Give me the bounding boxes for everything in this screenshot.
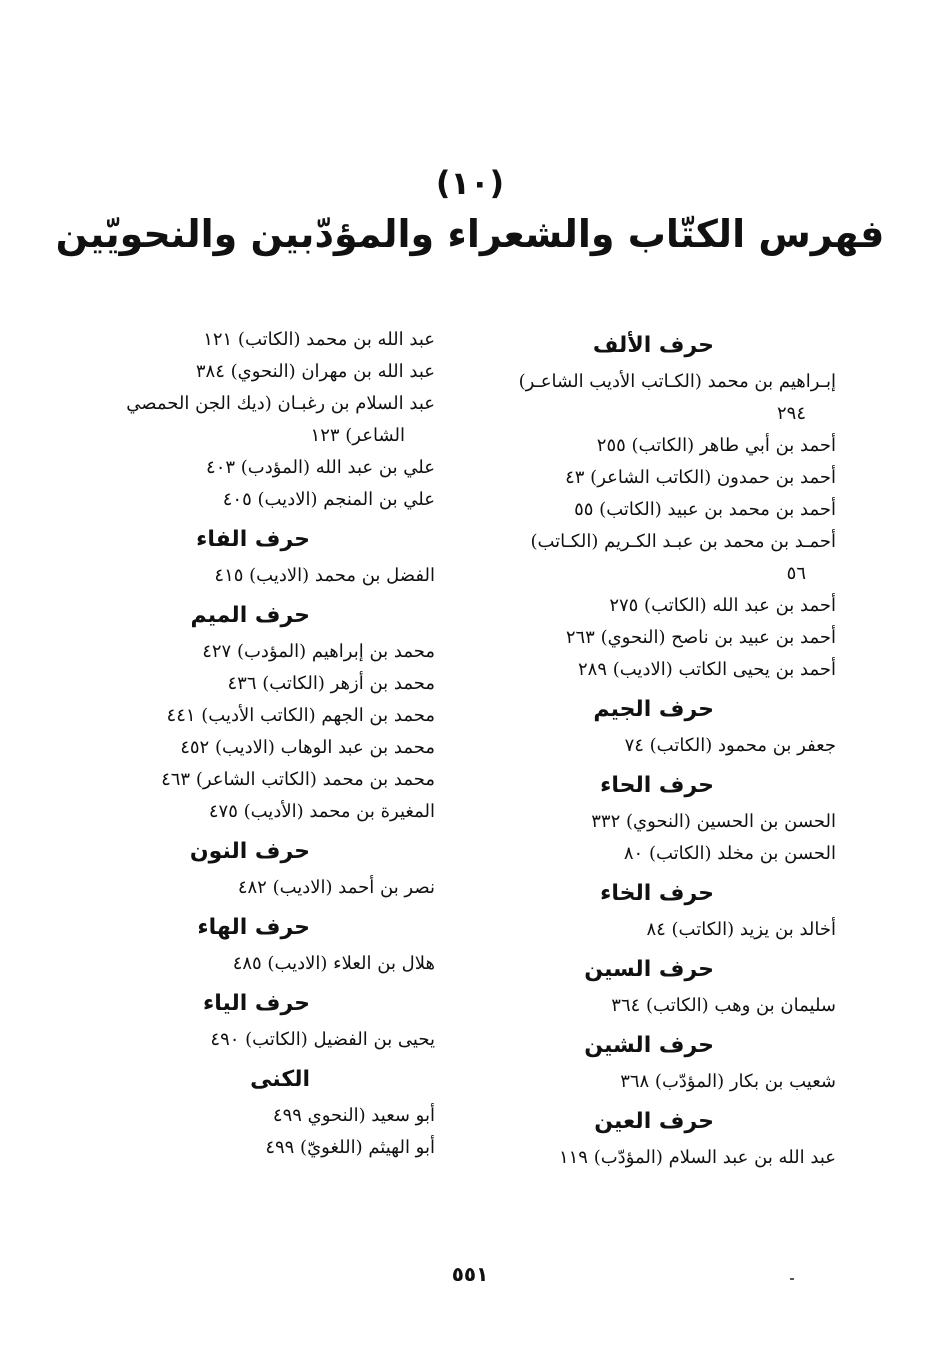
index-entry <box>75 388 435 452</box>
index-entry <box>481 526 836 590</box>
index-entry <box>481 366 836 430</box>
chapter-number: (١٠) <box>435 164 505 202</box>
index-entry-text: أبو سعيد (النحوي ٤٩٩ <box>272 1105 435 1126</box>
index-entry <box>481 1142 836 1174</box>
index-entry-text: أخالد بن يزيد (الكاتب) ٨٤ <box>646 919 836 940</box>
index-entry <box>75 872 435 904</box>
index-entry-text: أبو الهيثم (اللغويّ) ٤٩٩ <box>265 1137 435 1158</box>
index-entry <box>75 452 435 484</box>
index-entry-text: عبد الله بن محمد (الكاتب) ١٢١ <box>203 329 435 350</box>
index-entry-text: محمد بن محمد (الكاتب الشاعر) ٤٦٣ <box>161 769 435 790</box>
index-column-left <box>75 324 435 1164</box>
section-heading: حرف النون <box>189 839 310 864</box>
index-entry-text: أحمد بن يحيى الكاتب (الاديب) ٢٨٩ <box>578 659 836 680</box>
index-entry <box>481 590 836 622</box>
index-entry-text: نصر بن أحمد (الاديب) ٤٨٢ <box>237 877 435 898</box>
index-entry <box>75 764 435 796</box>
index-entry-text: عبد الله بن عبد السلام (المؤدّب) ١١٩ <box>558 1147 836 1168</box>
page-number: ٥٥١ <box>451 1262 489 1286</box>
index-column-right <box>481 324 836 1174</box>
index-entry-continuation: ٥٦ <box>786 563 806 584</box>
index-entry-text: يحيى بن الفضيل (الكاتب) ٤٩٠ <box>210 1029 435 1050</box>
index-entry <box>481 990 836 1022</box>
index-entry-text: أحمد بن محمد بن عبيد (الكاتب) ٥٥ <box>574 499 836 520</box>
index-entry-text: شعيب بن بكار (المؤدّب) ٣٦٨ <box>620 1071 836 1092</box>
index-entry <box>481 806 836 838</box>
index-entry-text: المغيرة بن محمد (الأديب) ٤٧٥ <box>208 801 435 822</box>
index-entry-text: أحمد بن عبد الله (الكاتب) ٢٧٥ <box>609 595 836 616</box>
section-heading: حرف الحاء <box>600 773 714 798</box>
index-entry-text: أحمد بن أبي طاهر (الكاتب) ٢٥٥ <box>596 435 836 456</box>
section-heading: حرف الميم <box>190 603 310 628</box>
index-entry-text: الفضل بن محمد (الاديب) ٤١٥ <box>214 565 435 586</box>
index-entry <box>481 430 836 462</box>
index-entry <box>481 622 836 654</box>
section-heading: حرف الهاء <box>197 915 310 940</box>
index-entry <box>75 484 435 516</box>
index-entry <box>481 914 836 946</box>
section-heading: حرف الياء <box>202 991 310 1016</box>
index-entry-text: سليمان بن وهب (الكاتب) ٣٦٤ <box>611 995 836 1016</box>
index-entry-text: محمد بن أزهر (الكاتب) ٤٣٦ <box>227 673 435 694</box>
section-heading: الكنى <box>250 1067 310 1092</box>
stray-mark <box>790 1278 794 1280</box>
index-entry <box>481 1066 836 1098</box>
index-entry <box>481 838 836 870</box>
section-heading: حرف الجيم <box>593 697 714 722</box>
index-entry-text: علي بن عبد الله (المؤدب) ٤٠٣ <box>206 457 435 478</box>
section-heading: حرف الألف <box>592 333 714 358</box>
index-entry-text: جعفر بن محمود (الكاتب) ٧٤ <box>624 735 836 756</box>
index-entry-text: علي بن المنجم (الاديب) ٤٠٥ <box>222 489 435 510</box>
index-entry-text: أحمد بن حمدون (الكاتب الشاعر) ٤٣ <box>565 467 836 488</box>
index-entry-text: أحمد بن عبيد بن ناصح (النحوي) ٢٦٣ <box>565 627 836 648</box>
index-entry-text: الحسن بن مخلد (الكاتب) ٨٠ <box>623 843 836 864</box>
section-heading: حرف الخاء <box>600 881 714 906</box>
section-heading: حرف السين <box>584 957 714 982</box>
index-entry <box>75 1132 435 1164</box>
index-entry-text: الحسن بن الحسين (النحوي) ٣٣٢ <box>591 811 836 832</box>
section-heading: حرف الشين <box>584 1033 714 1058</box>
index-entry <box>75 636 435 668</box>
index-entry <box>75 324 435 356</box>
index-entry-text: عبد السلام بن رغبـان (ديك الجن الحمصي <box>126 393 435 414</box>
index-entry <box>75 948 435 980</box>
index-entry-text: هلال بن العلاء (الاديب) ٤٨٥ <box>232 953 435 974</box>
index-entry-text: محمد بن عبد الوهاب (الاديب) ٤٥٢ <box>180 737 435 758</box>
section-heading: حرف الفاء <box>196 527 310 552</box>
index-entry-text: محمد بن إبراهيم (المؤدب) ٤٢٧ <box>202 641 435 662</box>
index-entry <box>75 560 435 592</box>
index-entry-text: أحمـد بن محمد بن عبـد الكـريم (الكـاتب) <box>530 531 836 552</box>
index-entry-continuation: ٢٩٤ <box>776 403 806 424</box>
index-entry <box>481 494 836 526</box>
index-entry <box>75 1100 435 1132</box>
index-entry-continuation: الشاعر) ١٢٣ <box>310 425 405 446</box>
index-entry <box>75 732 435 764</box>
index-entry <box>75 668 435 700</box>
section-heading: حرف العين <box>594 1109 714 1134</box>
index-entry <box>75 356 435 388</box>
index-entry <box>75 1024 435 1056</box>
index-entry <box>481 462 836 494</box>
index-entry <box>481 730 836 762</box>
index-entry-text: إبـراهيم بن محمد (الكـاتب الأديب الشاعـر) <box>518 371 836 392</box>
index-entry-text: محمد بن الجهم (الكاتب الأديب) ٤٤١ <box>166 705 435 726</box>
index-entry-text: عبد الله بن مهران (النحوي) ٣٨٤ <box>195 361 435 382</box>
index-entry <box>75 796 435 828</box>
index-entry <box>481 654 836 686</box>
index-entry <box>75 700 435 732</box>
page-title: فهرس الكتّاب والشعراء والمؤدّبين والنحويّين <box>55 212 885 256</box>
